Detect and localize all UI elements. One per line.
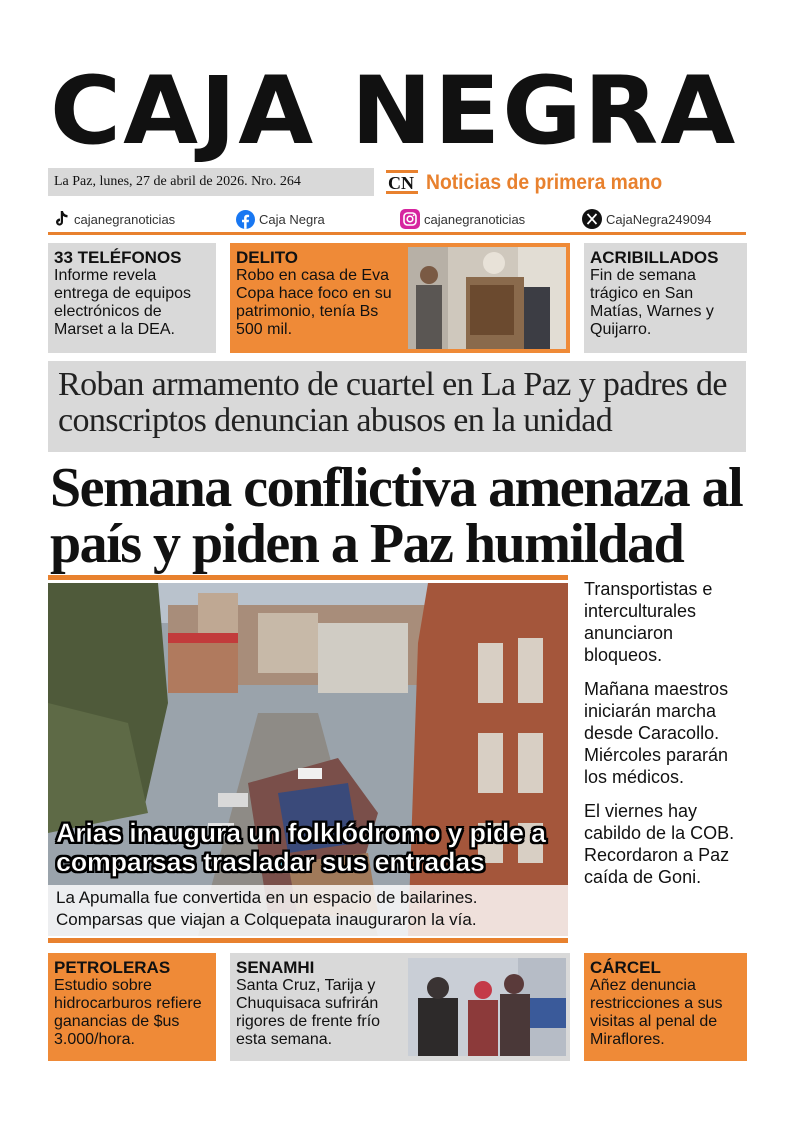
instagram-icon [400,209,420,229]
x-handle: CajaNegra249094 [606,211,712,227]
text-acribillados: Fin de semana trágico en San Matías, Warnes y Quijarro. [590,267,714,338]
facebook-icon [236,210,255,229]
photo-caption: Arias inaugura un folklódromo y pide a comparsas trasladar sus entradas [56,818,546,877]
tiktok-handle: cajanegranoticias [74,211,176,227]
news-box-petroleras[interactable] [48,953,216,1061]
text-telefonos: Informe revela entrega de equipos electrónicos de Marset a la DEA. [54,267,191,338]
social-tiktok[interactable] [54,205,175,233]
photo-bottom-rule [48,938,568,943]
social-bar [50,205,744,233]
instagram-handle: cajanegranoticias [424,211,526,227]
kicker-petroleras: PETROLERAS [54,958,171,977]
logo-text: CN [388,173,414,193]
kicker-senamhi: SENAMHI [236,958,315,977]
news-box-delito[interactable] [230,243,570,353]
x-icon [582,209,602,229]
kicker-carcel: CÁRCEL [590,958,661,977]
photo-top-rule [48,575,568,580]
photo-subcaption: La Apumalla fue convertida en un espacio de bailarines. Comparsas que viajan a Colquepata inauguraron la vía. [48,885,568,936]
news-box-telefonos[interactable] [48,243,216,353]
social-facebook[interactable] [236,205,325,233]
newspaper-title: CAJA NEGRA [50,57,738,166]
side-notes [584,578,749,900]
dateline: La Paz, lunes, 27 de abril de 2026. Nro. 264 [48,168,374,196]
kicker-delito: DELITO [236,248,299,267]
kicker-telefonos: 33 TELÉFONOS [54,248,182,267]
delito-photo [408,247,566,349]
text-delito: Robo en casa de Eva Copa hace foco en su patrimonio, tenía Bs 500 mil. [236,267,392,338]
news-box-carcel[interactable] [584,953,747,1061]
main-headline[interactable]: Semana conflictiva amenaza al país y piden a Paz humildad [50,457,743,575]
facebook-handle: Caja Negra [259,211,325,227]
main-photo[interactable] [48,583,568,936]
side-note: El viernes hay cabildo de la COB. Recordaron a Paz caída de Goni. [584,801,735,887]
news-box-senamhi[interactable] [230,953,570,1061]
kicker-acribillados: ACRIBILLADOS [590,248,719,267]
text-senamhi: Santa Cruz, Tarija y Chuquisaca sufrirán rigores de frente frío esta semana. [236,977,381,1048]
social-x[interactable] [582,205,712,233]
secondary-headline[interactable]: Roban armamento de cuartel en La Paz y padres de conscriptos denuncian abusos en la unidad [48,361,746,452]
text-petroleras: Estudio sobre hidrocarburos refiere ganancias de $us 3.000/hora. [54,977,202,1048]
social-instagram[interactable] [400,205,525,233]
cn-logo-icon [384,166,420,198]
news-box-acribillados[interactable] [584,243,747,353]
header-divider [48,232,746,235]
side-note: Mañana maestros iniciarán marcha desde Caracollo. Miércoles pararán los médicos. [584,679,729,787]
side-note: Transportistas e interculturales anunciaron bloqueos. [584,579,713,665]
slogan: Noticias de primera mano [426,171,663,194]
text-carcel: Añez denuncia restricciones a sus visitas al penal de Miraflores. [590,977,723,1048]
senamhi-photo [408,958,566,1056]
masthead [50,57,744,166]
tiktok-icon [54,210,70,228]
folklodromo-photo [48,583,568,936]
